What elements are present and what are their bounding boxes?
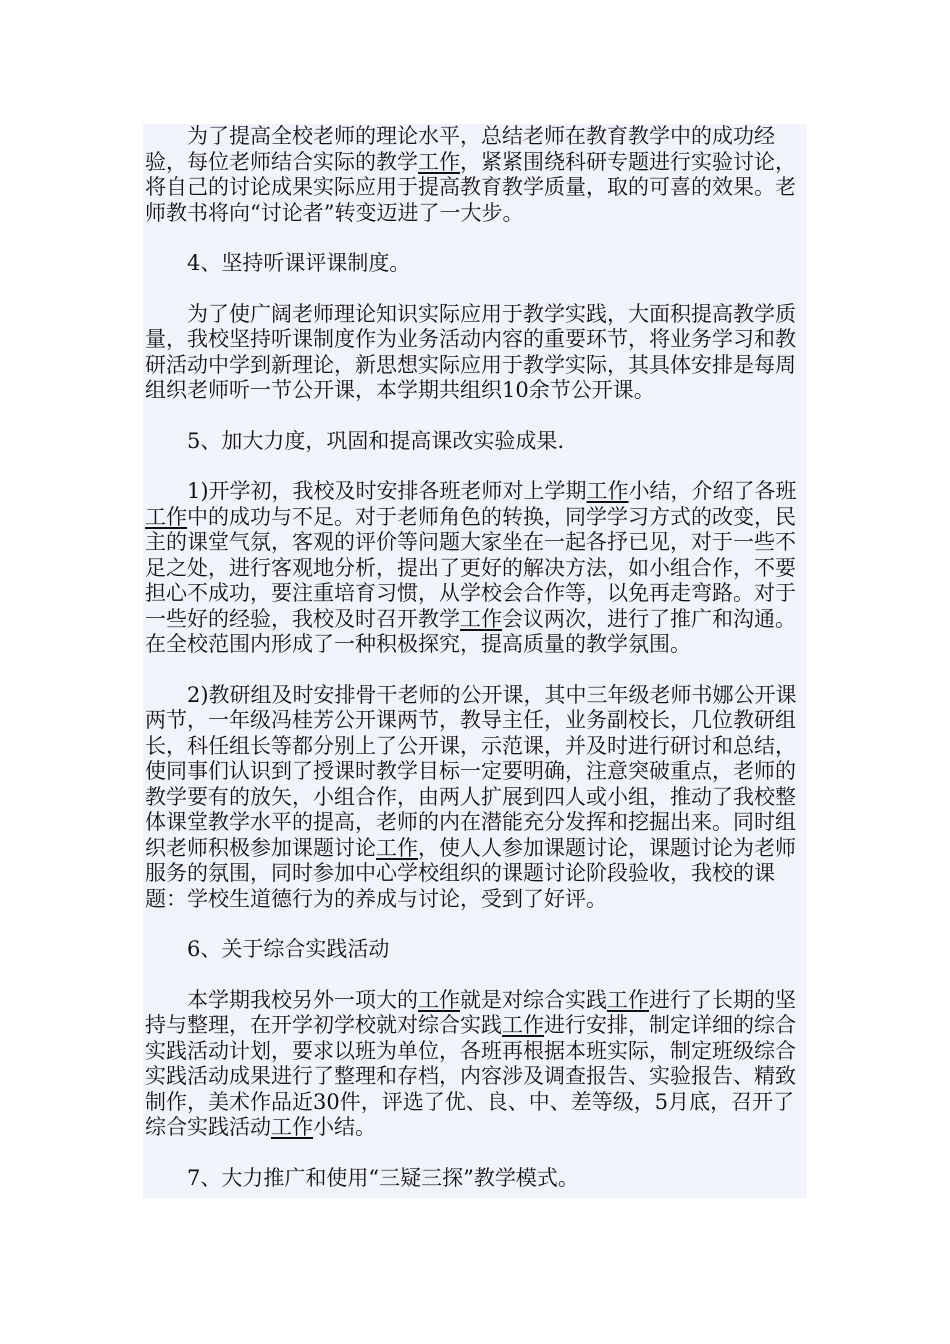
paragraph-gap [145,404,807,429]
paragraph-text: 6、关于综合实践活动 [187,937,390,961]
paragraph-text: 5、加大力度，巩固和提高课改实验成果. [187,428,565,453]
paragraph-p1 [145,124,807,226]
paragraph-text: 7、大力推广和使用“三疑三探”教学模式。 [187,1165,579,1190]
work-link[interactable]: 工作 [460,606,502,631]
paragraph-text: 就是对综合实践 [460,987,607,1012]
paragraph-p9 [145,1166,807,1192]
work-link[interactable]: 工作 [607,987,649,1012]
paragraph-text: 小结，介绍了各班 [628,479,797,503]
work-link[interactable]: 工作 [502,1013,544,1037]
paragraph-gap [145,912,807,937]
paragraph-gap [145,963,807,988]
paragraph-text: 1)开学初，我校及时安排各班老师对上学期 [187,479,587,503]
paragraph-text: 进行安排，制定详细的综合实践活动计划，要求以班为单位，各班再根据本班实际，制定班级综合实践活动成果进行了整理和存档，内容涉及调查报告、实验报告、精致制作，美术作品近30件，评选了优、良、中、差等级，5月底，召开了综合实践活动 [145,1013,796,1139]
paragraph-p6 [145,683,807,913]
paragraph-text: 中的成功与不足。对于老师角色的转换，同学学习方式的改变，民主的课堂气氛，客观的评价等问题大家坐在一起各抒已见，对于一些不足之处，进行客观地分析，提出了更好的解决方法，如小组合作，不要担心不成功，要注重培育习惯，从学校会合作等，以免再走弯路。对于一些好的经验，我校及时召开教学 [145,504,796,631]
paragraph-p4 [145,429,807,455]
paragraph-text: 4、坚持听课评课制度。 [187,251,411,275]
paragraph-gap [145,454,807,479]
work-link[interactable]: 工作 [271,1115,313,1139]
paragraph-text: 为了使广阔老师理论知识实际应用于教学实践，大面积提高教学质量，我校坚持听课制度作为业务活动内容的重要环节，将业务学习和教研活动中学到新理论，新思想实际应用于教学实际，其具体安排是每周组织老师听一节公开课，本学期共组织10余节公开课。 [145,301,796,402]
paragraph-text: 会议两次，进行了推广和沟通。在全校范围内形成了一种积极探究，提高质量的教学氛围。 [145,606,796,656]
paragraph-p5 [145,479,807,658]
paragraph-text: 小结。 [313,1115,376,1139]
paragraph-text: 为了提高全校老师的理论水平，总结老师在教育教学中的成功经验，每位老师结合实际的教学 [145,124,775,174]
work-link[interactable]: 工作 [418,149,460,174]
paragraph-gap [145,658,807,683]
paragraph-p2 [145,251,807,277]
paragraph-gap [145,277,807,302]
paragraph-text: 2)教研组及时安排骨干老师的公开课，其中三年级老师书娜公开课两节，一年级冯桂芳公开课两节，教导主任，业务副校长，几位教研组长，科任组长等都分别上了公开课，示范课，并及时进行研讨和总结，使同事们认识到了授课时教学目标一定要明确，注意突破重点，老师的教学要有的放矢，小组合作，由两人扩展到四人或小组，推动了我校整体课堂教学水平的提高，老师的内在潜能充分发挥和挖掘出来。同时组织老师积极参加课题讨论 [145,682,797,860]
work-link[interactable]: 工作 [418,987,460,1012]
paragraph-p7 [145,937,807,963]
paragraph-text: 进行了长期的坚持与整理，在开学初学校就对综合实践 [145,987,796,1037]
paragraph-text: ，紧紧围绕科研专题进行实验讨论，将自己的讨论成果实际应用于提高教育教学质量，取的可喜的效果。老师教书将向“讨论者”转变迈进了一大步。 [145,149,796,225]
paragraph-text: ，使人人参加课题讨论，课题讨论为老师服务的氛围，同时参加中心学校组织的课题讨论阶段验收，我校的课题：学校生道德行为的养成与讨论，受到了好评。 [145,835,796,911]
work-link[interactable]: 工作 [145,504,187,529]
work-link[interactable]: 工作 [586,479,629,503]
paragraph-gap [145,1141,807,1166]
paragraph-p3 [145,302,807,404]
work-link[interactable]: 工作 [376,835,418,860]
paragraph-p8 [145,988,807,1141]
paragraph-gap [145,226,807,251]
paragraph-text: 本学期我校另外一项大的 [187,987,418,1012]
document-body [143,124,807,1198]
